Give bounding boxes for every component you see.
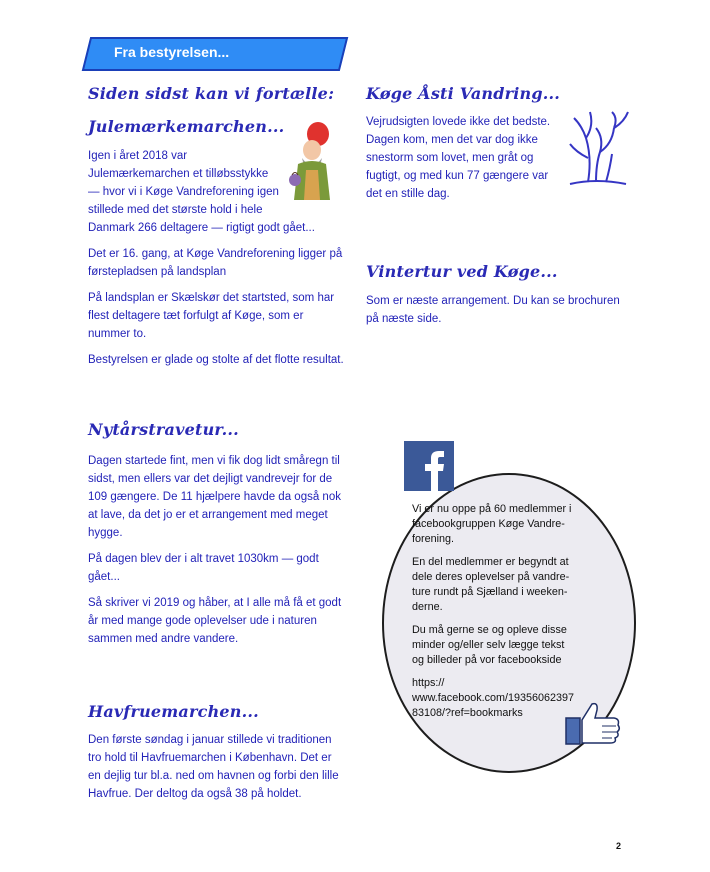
facebook-info-text [412, 502, 602, 729]
banner-title: Fra bestyrelsen... [114, 44, 230, 60]
paragraph: Så skriver vi 2019 og håber, at I alle må få et godt år med mange gode oplevelser ude i naturen sammen med andre vandere. [88, 597, 342, 645]
paragraph: Den første søndag i januar stillede vi traditionen tro hold til Havfruemarchen i København. Det er en dejlig tur bl.a. ned om havnen og forbi den lille Havfrue. Der deltog da også 38 på holdet. [88, 734, 339, 800]
julemaerkemarchen-heading: Julemærkemarchen... [88, 117, 285, 136]
havfruemarchen-body [88, 731, 350, 811]
paragraph: Vi er nu oppe på 60 medlemmer i facebookgruppen Køge Vandre- forening. [412, 503, 572, 545]
nytaarstravetur-heading: Nytårstravetur... [88, 420, 239, 439]
paragraph: Bestyrelsen er glade og stolte af det flotte resultat. [88, 354, 344, 366]
paragraph: Dagen startede fint, men vi fik dog lidt småregn til sidst, men ellers var det dejligt vandrevejr for de 109 gængere. De 11 hjælpere havde da også nok at lave, da det jo er et arrangement med meget hygge. [88, 455, 341, 539]
vintertur-heading: Vintertur ved Køge... [366, 262, 558, 281]
havfruemarchen-heading: Havfruemarchen... [88, 702, 259, 721]
nytaarstravetur-body [88, 452, 348, 656]
paragraph: En del medlemmer er begyndt at dele deres oplevelser på vandre- ture rundt på Sjælland i weeken- derne. [412, 556, 570, 613]
intro-heading: Siden sidst kan vi fortælle: [88, 84, 335, 103]
paragraph: På landsplan er Skælskør det startsted, som har flest deltagere tæt forfulgt af Køge, som er nummer to. [88, 292, 335, 340]
paragraph: Vejrudsigten lovede ikke det bedste. Dagen kom, men det var dog ikke snestorm som lovet, men gråt og fugtigt, og med kun 77 gængere var det en stille dag. [366, 116, 551, 200]
vintertur-body [366, 292, 636, 336]
paragraph: Som er næste arrangement. Du kan se brochuren på næste side. [366, 295, 620, 325]
facebook-link[interactable]: https:// www.facebook.com/19356062397 83108/?ref=bookmarks [412, 677, 575, 719]
trees-illustration [566, 108, 632, 188]
thumbs-up-icon [564, 700, 622, 746]
paragraph: Igen i året 2018 var Julemærkemarchen et tilløbsstykke — hvor vi i Køge Vandreforening igen stillede med det største hold i hele Danmark 266 deltagere — rigtigt godt gået... [88, 150, 315, 234]
paragraph: På dagen blev der i alt travet 1030km — godt gået... [88, 553, 319, 583]
facebook-logo-icon[interactable] [404, 441, 454, 491]
page-number: 2 [616, 841, 622, 851]
koege-aasti-body [366, 113, 566, 211]
koege-aasti-heading: Køge Åsti Vandring... [366, 84, 561, 103]
christmas-gnome-illustration [284, 120, 344, 202]
paragraph: Det er 16. gang, at Køge Vandreforening ligger på førstepladsen på landsplan [88, 248, 343, 278]
paragraph: Du må gerne se og opleve disse minder og/eller selv lægge tekst og billeder på vor facebookside [412, 624, 567, 666]
